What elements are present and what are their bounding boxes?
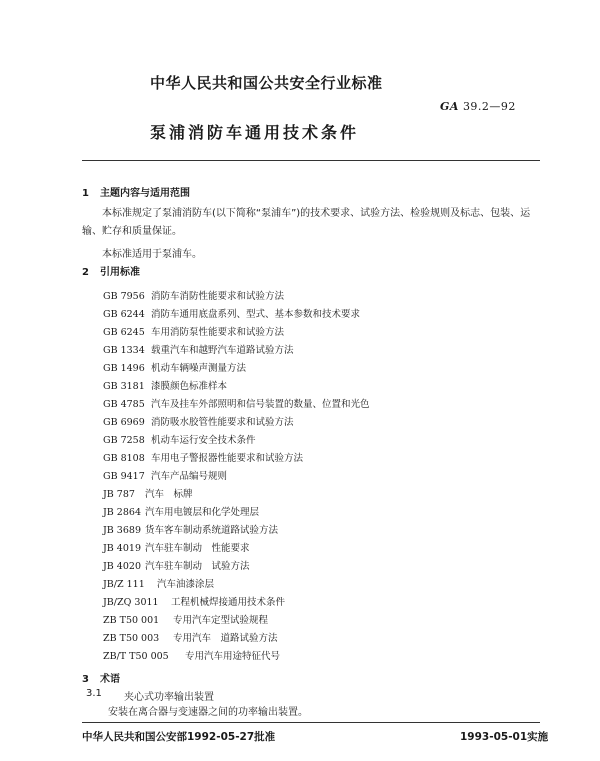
footer-divider	[82, 722, 540, 723]
reference-name: 漆膜颜色标准样本	[151, 381, 228, 392]
reference-item	[103, 630, 278, 644]
reference-item	[103, 504, 259, 518]
reference-code: GB 7956	[103, 291, 145, 302]
reference-code: JB 3689	[103, 525, 141, 536]
reference-item	[103, 522, 278, 536]
reference-name: 专用汽车用途特征代号	[185, 651, 281, 662]
reference-item	[103, 612, 268, 626]
reference-code: JB 2864	[103, 507, 141, 518]
reference-name: 汽车油漆涂层	[157, 579, 215, 590]
reference-name: 消防车通用底盘系列、型式、基本参数和技术要求	[151, 309, 361, 320]
reference-name: 专用汽车定型试验规程	[173, 615, 269, 626]
reference-item	[103, 648, 280, 662]
reference-code: JB/ZQ 3011	[103, 597, 159, 608]
reference-code: ZB/T T50 005	[103, 651, 169, 662]
standard-code	[440, 100, 516, 113]
reference-name: 汽车驻车制动 试验方法	[145, 561, 250, 572]
reference-item	[103, 414, 294, 428]
reference-item	[103, 486, 193, 500]
reference-code: GB 8108	[103, 453, 145, 464]
reference-name: 车用消防泵性能要求和试验方法	[151, 327, 285, 338]
section-1-paragraph: 本标准规定了泵浦消防车(以下简称“泵浦车”)的技术要求、试验方法、检验规则及标志、包装、运输、贮存和质量保证。	[82, 208, 531, 237]
reference-code: GB 1334	[103, 345, 145, 356]
reference-name: 消防吸水胶管性能要求和试验方法	[151, 417, 294, 428]
section-3-heading	[82, 670, 120, 685]
reference-name: 汽车及挂车外部照明和信号装置的数量、位置和光色	[151, 399, 370, 410]
reference-item	[103, 450, 303, 464]
reference-code: GB 6244	[103, 309, 145, 320]
reference-item	[103, 468, 227, 482]
reference-item	[103, 540, 250, 554]
reference-name: 货车客车制动系统道路试验方法	[145, 525, 279, 536]
reference-name: 汽车 标牌	[145, 489, 193, 500]
section-title: 主题内容与适用范围	[100, 188, 190, 199]
reference-name: 载重汽车和越野汽车道路试验方法	[151, 345, 294, 356]
reference-code: GB 3181	[103, 381, 145, 392]
effective-date: 1993-05-01实施	[460, 731, 549, 743]
reference-name: 汽车驻车制动 性能要求	[145, 543, 250, 554]
reference-name: 消防车消防性能要求和试验方法	[151, 291, 285, 302]
reference-item	[103, 288, 284, 302]
section-number: 3	[82, 674, 89, 685]
document-title: 泵浦消防车通用技术条件	[150, 123, 360, 142]
reference-code: JB 4020	[103, 561, 141, 572]
approval-info: 中华人民共和国公安部1992-05-27批准	[82, 731, 276, 743]
reference-name: 专用汽车 道路试验方法	[173, 633, 278, 644]
standard-code-prefix: GA	[440, 100, 459, 113]
reference-name: 机动车运行安全技术条件	[151, 435, 256, 446]
term-definition: 安装在离合器与变速器之间的功率输出装置。	[108, 707, 308, 718]
reference-name: 汽车用电镀层和化学处理层	[145, 507, 260, 518]
section-1-scope: 本标准适用于泵浦车。	[102, 249, 202, 260]
reference-code: GB 4785	[103, 399, 145, 410]
issuing-authority-title: 中华人民共和国公共安全行业标准	[150, 74, 383, 92]
reference-name: 汽车产品编号规则	[151, 471, 228, 482]
reference-code: ZB T50 003	[103, 633, 160, 644]
reference-code: GB 6245	[103, 327, 145, 338]
reference-code: GB 7258	[103, 435, 145, 446]
reference-item	[103, 558, 250, 572]
reference-item	[103, 306, 360, 320]
reference-code: ZB T50 001	[103, 615, 160, 626]
reference-code: JB/Z 111	[103, 579, 145, 590]
section-2-heading	[82, 263, 140, 278]
reference-item	[103, 342, 294, 356]
term-name: 夹心式功率输出装置	[124, 692, 214, 703]
standard-code-number: 39.2—92	[462, 100, 516, 113]
reference-item	[103, 594, 285, 608]
section-title: 引用标准	[100, 267, 140, 278]
reference-item	[103, 576, 214, 590]
reference-code: JB 787	[103, 489, 135, 500]
reference-item	[103, 396, 370, 410]
header-divider	[82, 160, 540, 161]
section-title: 术语	[100, 674, 120, 685]
reference-name: 车用电子警报器性能要求和试验方法	[151, 453, 304, 464]
reference-code: JB 4019	[103, 543, 141, 554]
reference-code: GB 1496	[103, 363, 145, 374]
section-number: 2	[82, 267, 89, 278]
section-1-heading	[82, 184, 190, 199]
term-number: 3.1	[86, 688, 102, 699]
reference-code: GB 9417	[103, 471, 145, 482]
section-number: 1	[82, 188, 89, 199]
reference-name: 机动车辆噪声测量方法	[151, 363, 247, 374]
reference-item	[103, 378, 227, 392]
reference-item	[103, 324, 284, 338]
reference-code: GB 6969	[103, 417, 145, 428]
reference-name: 工程机械焊接通用技术条件	[171, 597, 286, 608]
reference-item	[103, 432, 256, 446]
reference-item	[103, 360, 246, 374]
